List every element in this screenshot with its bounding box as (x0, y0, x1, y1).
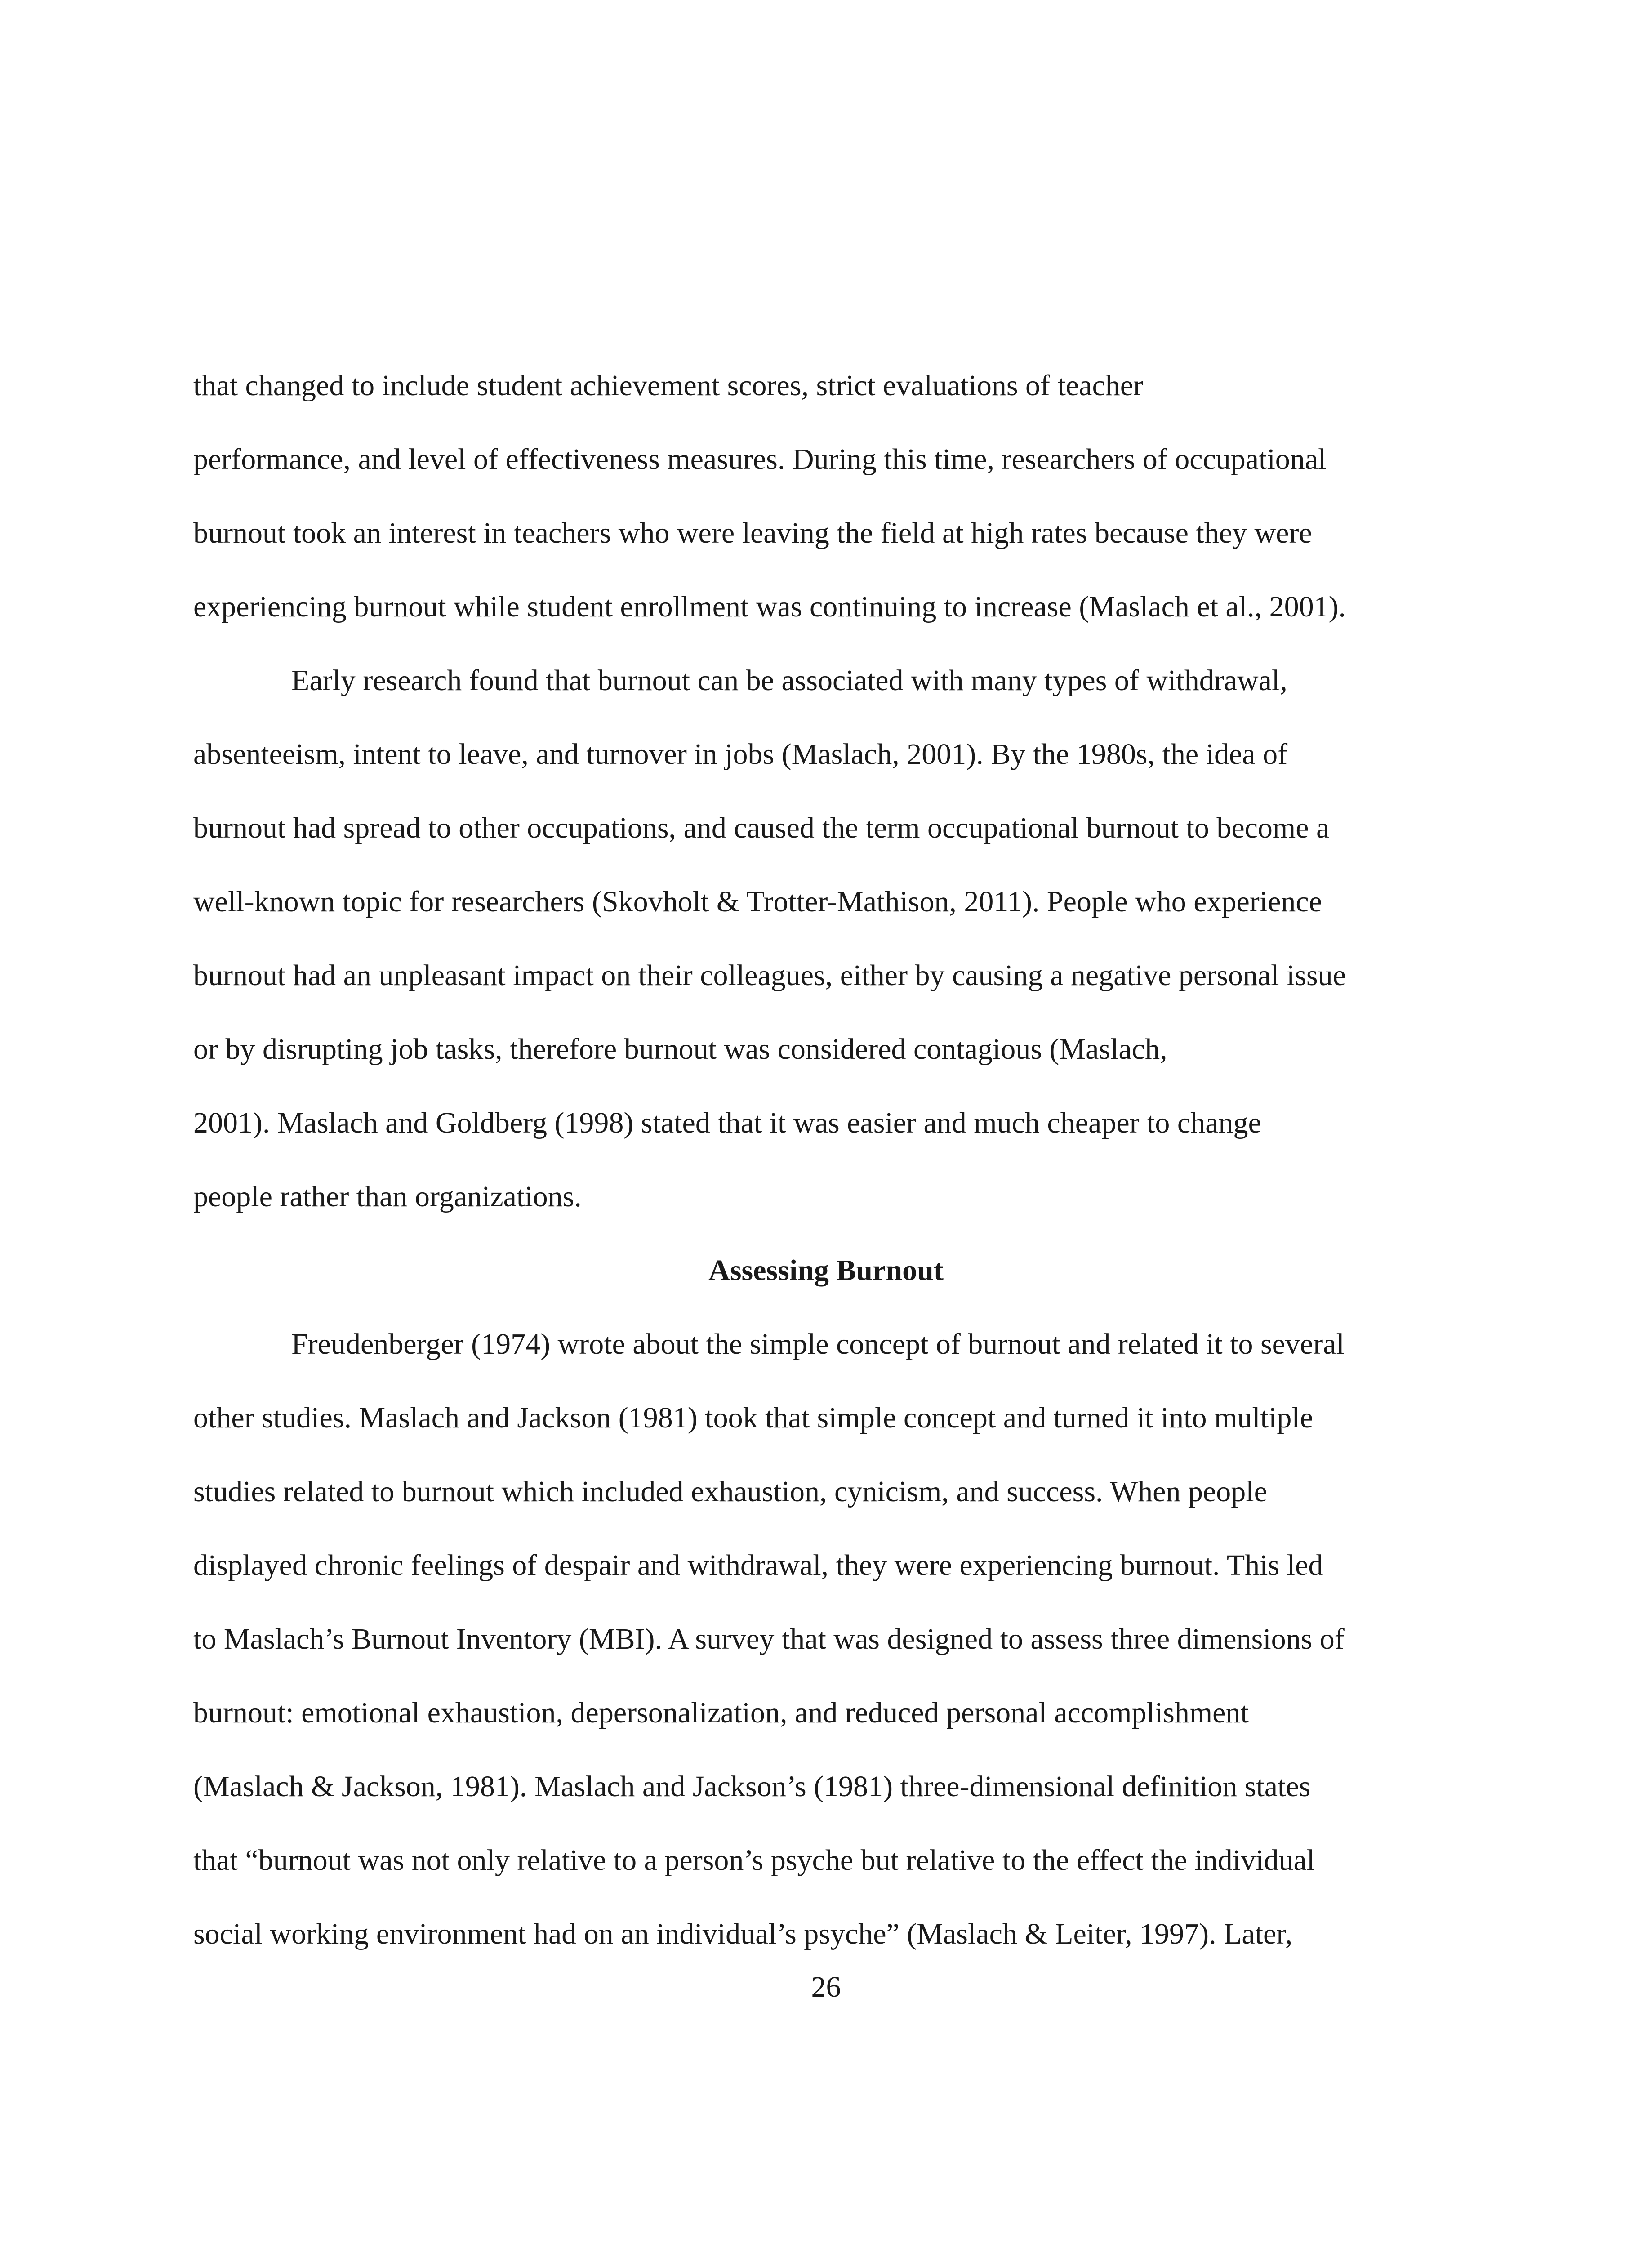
section-heading: Assessing Burnout (708, 1254, 944, 1287)
paragraph-1-line-4: experiencing burnout while student enrollment was continuing to increase (Maslach et al., 2001). (193, 590, 1346, 623)
paragraph-3-line-5: to Maslach’s Burnout Inventory (MBI). A survey that was designed to assess three dimensions of (193, 1623, 1345, 1655)
paragraph-3-line-7: (Maslach & Jackson, 1981). Maslach and Jackson’s (1981) three-dimensional definition states (193, 1770, 1311, 1803)
paragraph-3-line-6: burnout: emotional exhaustion, depersonalization, and reduced personal accomplishment (193, 1696, 1249, 1729)
paragraph-3-line-2: other studies. Maslach and Jackson (1981) took that simple concept and turned it into multiple (193, 1401, 1313, 1434)
page-number: 26 (811, 1971, 841, 2003)
paragraph-2-line-3: burnout had spread to other occupations, and caused the term occupational burnout to become a (193, 812, 1330, 844)
paragraph-3-line-1: Freudenberger (1974) wrote about the simple concept of burnout and related it to several (291, 1328, 1345, 1360)
paragraph-2-line-5: burnout had an unpleasant impact on their colleagues, either by causing a negative personal issue (193, 959, 1346, 992)
paragraph-1-line-1: that changed to include student achievement scores, strict evaluations of teacher (193, 369, 1144, 402)
paragraph-2-line-8: people rather than organizations. (193, 1180, 582, 1213)
paragraph-2-line-7: 2001). Maslach and Goldberg (1998) stated that it was easier and much cheaper to change (193, 1106, 1261, 1139)
paragraph-3-line-4: displayed chronic feelings of despair and withdrawal, they were experiencing burnout. This led (193, 1549, 1323, 1582)
paragraph-1-line-3: burnout took an interest in teachers who were leaving the field at high rates because they were (193, 517, 1312, 549)
paragraph-2-line-2: absenteeism, intent to leave, and turnover in jobs (Maslach, 2001). By the 1980s, the idea of (193, 738, 1288, 771)
paragraph-2-line-4: well-known topic for researchers (Skovholt & Trotter-Mathison, 2011). People who experience (193, 885, 1322, 918)
paragraph-3-line-8: that “burnout was not only relative to a person’s psyche but relative to the effect the individual (193, 1844, 1315, 1877)
paragraph-2-line-1: Early research found that burnout can be associated with many types of withdrawal, (291, 664, 1287, 697)
paragraph-2-line-6: or by disrupting job tasks, therefore burnout was considered contagious (Maslach, (193, 1033, 1167, 1066)
paragraph-3-line-9: social working environment had on an individual’s psyche” (Maslach & Leiter, 1997). Later, (193, 1918, 1293, 1950)
paragraph-3-line-3: studies related to burnout which included exhaustion, cynicism, and success. When people (193, 1475, 1267, 1508)
paragraph-1-line-2: performance, and level of effectiveness measures. During this time, researchers of occupational (193, 443, 1327, 476)
